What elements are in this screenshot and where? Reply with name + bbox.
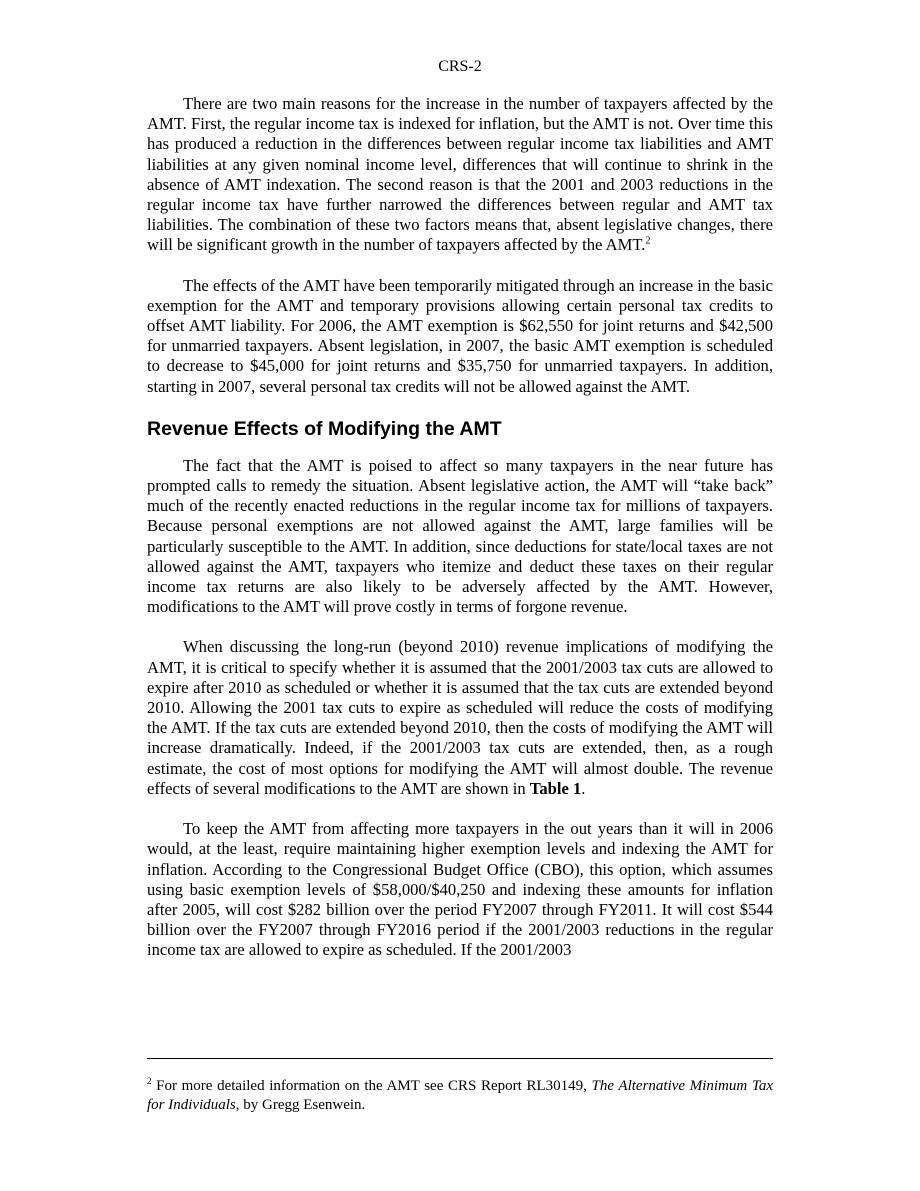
footnote-reference[interactable]: 2 — [645, 235, 651, 247]
footnote-author: , by Gregg Esenwein. — [235, 1097, 366, 1113]
paragraph-text: When discussing the long-run (beyond 2010) revenue implications of modifying the AMT, it is critical to specify whether it is assumed that the 2001/2003 tax cuts are allowed to expire after 2010 as scheduled or whether it is assumed that the tax cuts are extended beyond 2010. Allowing the 2001 tax cuts to expire as scheduled will reduce the costs of modifying the AMT. If the tax cuts are extended beyond 2010, then the costs of modifying the AMT will increase dramatically. Indeed, if the 2001/2003 tax cuts are extended, then, as a rough estimate, the cost of most options for modifying the AMT will almost double. The revenue effects of several modifications to the AMT are shown in — [147, 637, 773, 798]
paragraph-calls-to-remedy: The fact that the AMT is poised to affect so many taxpayers in the near future has prompted calls to remedy the situation. Absent legislative action, the AMT will “take back” much of the recently enacted reductions in the regular income tax for millions of taxpayers. Because personal exemptions are not allowed against the AMT, large families will be particularly susceptible to the AMT. In addition, since deductions for state/local taxes are not allowed against the AMT, taxpayers who itemize and deduct these taxes on their regular income tax returns are also likely to be adversely affected by the AMT. However, modifications to the AMT will prove costly in terms of forgone revenue. — [147, 455, 773, 617]
paragraph-long-run-implications — [147, 637, 773, 799]
body-text — [147, 94, 773, 981]
paragraph-end: . — [581, 778, 586, 798]
footnote — [147, 1077, 773, 1115]
footnote-text: For more detailed information on the AMT see CRS Report RL30149, — [151, 1078, 592, 1094]
paragraph-amt-reasons — [147, 94, 773, 256]
footnote-report-title: The Alternative Minimum Tax for Individuals — [147, 1078, 773, 1113]
section-heading: Revenue Effects of Modifying the AMT — [147, 417, 502, 440]
paragraph-cbo-estimate: To keep the AMT from affecting more taxpayers in the out years than it will in 2006 would, at the least, require maintaining higher exemption levels and indexing the AMT for inflation. According to the Congressional Budget Office (CBO), this option, which assumes using basic exemption levels of $58,000/$40,250 and indexing these amounts for inflation after 2005, will cost $282 billion over the period FY2007 through FY2011. It will cost $544 billion over the FY2007 through FY2016 period if the 2001/2003 reductions in the regular income tax are allowed to expire as scheduled. If the 2001/2003 — [147, 819, 773, 960]
footnote-divider — [147, 1058, 773, 1059]
footnote-number: 2 — [147, 1076, 152, 1086]
page-number: CRS-2 — [438, 58, 482, 75]
paragraph-amt-mitigation: The effects of the AMT have been temporarily mitigated through an increase in the basic exemption for the AMT and temporary provisions allowing certain personal tax credits to offset AMT liability. For 2006, the AMT exemption is $62,550 for joint returns and $42,500 for unmarried taxpayers. Absent legislation, in 2007, the basic AMT exemption is scheduled to decrease to $45,000 for joint returns and $35,750 for unmarried taxpayers. In addition, starting in 2007, several personal tax credits will not be allowed against the AMT. — [147, 275, 773, 396]
paragraph-text: There are two main reasons for the increase in the number of taxpayers affected by the AMT. First, the regular income tax is indexed for inflation, but the AMT is not. Over time this has produced a reduction in the differences between regular income tax liabilities and AMT liabilities at any given nominal income level, differences that will continue to shrink in the absence of AMT indexation. The second reason is that the 2001 and 2003 reductions in the regular income tax have further narrowed the differences between regular and AMT tax liabilities. The combination of these two factors means that, absent legislative changes, there will be significant growth in the number of taxpayers affected by the AMT. — [147, 94, 773, 255]
table-reference: Table 1 — [529, 778, 582, 798]
